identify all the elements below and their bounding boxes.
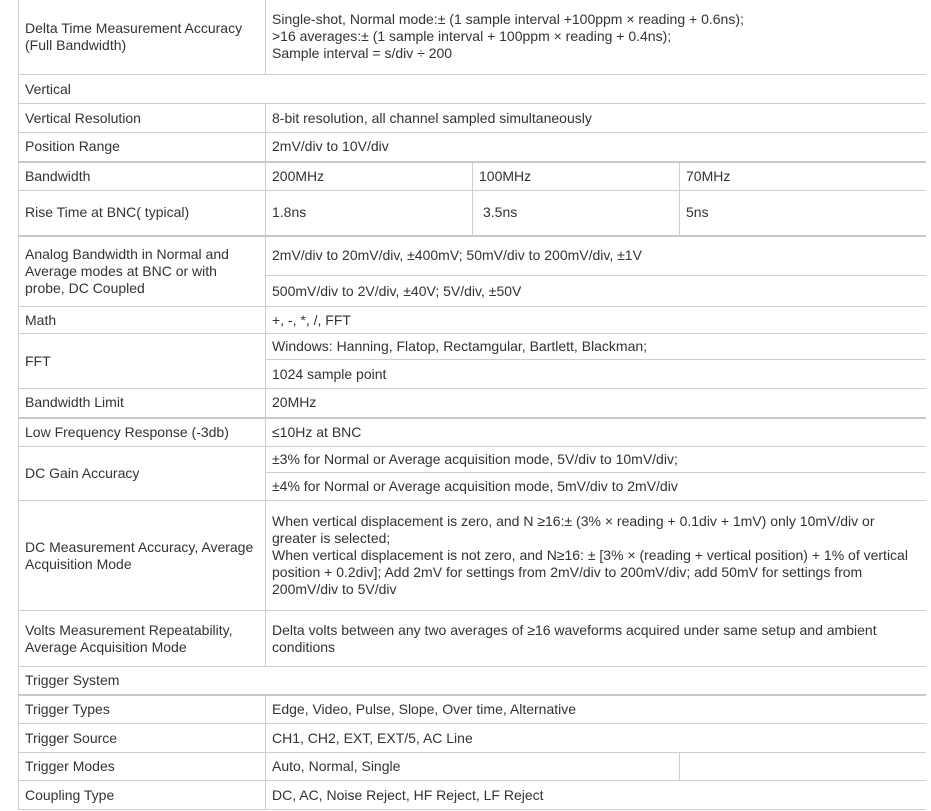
table-row bbox=[19, 753, 927, 781]
table-row bbox=[19, 334, 927, 360]
spec-value: ≤10Hz at BNC bbox=[266, 418, 927, 447]
spec-value: 2mV/div to 20mV/div, ±400mV; 50mV/div to 200mV/div, ±1V bbox=[266, 236, 927, 276]
spec-value-line: >16 averages:± (1 sample interval + 100ppm × reading + 0.4ns); bbox=[272, 28, 672, 44]
section-row bbox=[19, 667, 927, 695]
table-row bbox=[19, 162, 927, 191]
spec-label: Vertical Resolution bbox=[19, 104, 266, 133]
table-row bbox=[19, 447, 927, 473]
spec-value: 20MHz bbox=[266, 389, 927, 418]
spec-label: Low Frequency Response (-3db) bbox=[19, 418, 266, 447]
table-row bbox=[19, 501, 927, 611]
spec-value: 1024 sample point bbox=[266, 360, 927, 389]
table-row bbox=[19, 236, 927, 276]
spec-value: 2mV/div to 10V/div bbox=[266, 133, 927, 162]
table-row bbox=[19, 611, 927, 667]
spec-value: 500mV/div to 2V/div, ±40V; 5V/div, ±50V bbox=[266, 276, 927, 307]
spec-value: +, -, *, /, FFT bbox=[266, 307, 927, 334]
spec-table bbox=[18, 0, 927, 810]
spec-value: CH1, CH2, EXT, EXT/5, AC Line bbox=[266, 724, 927, 753]
spec-value: ±4% for Normal or Average acquisition mode, 5mV/div to 2mV/div bbox=[266, 473, 927, 501]
table-row bbox=[19, 104, 927, 133]
empty-cell bbox=[680, 753, 927, 781]
spec-label: DC Gain Accuracy bbox=[19, 447, 266, 501]
spec-value: 8-bit resolution, all channel sampled simultaneously bbox=[266, 104, 927, 133]
spec-label: FFT bbox=[19, 334, 266, 389]
spec-value-line: When vertical displacement is not zero, and N≥16: ± [3% × (reading + vertical position) + 1% of vertical position + 0.2div]; Add 2mV for settings from 2mV/div to 200mV/div; add 50mV for settings from 200mV/div to 5V/div bbox=[272, 547, 908, 597]
spec-label: Bandwidth bbox=[19, 162, 266, 191]
section-row bbox=[19, 75, 927, 104]
spec-label: Rise Time at BNC( typical) bbox=[19, 191, 266, 236]
spec-value: 100MHz bbox=[473, 162, 680, 191]
spec-value: Auto, Normal, Single bbox=[266, 753, 680, 781]
spec-label: DC Measurement Accuracy, Average Acquisition Mode bbox=[19, 501, 266, 611]
spec-label: Delta Time Measurement Accuracy (Full Bandwidth) bbox=[19, 0, 266, 75]
table-row bbox=[19, 191, 927, 236]
spec-label: Analog Bandwidth in Normal and Average modes at BNC or with probe, DC Coupled bbox=[19, 236, 266, 307]
spec-value: 70MHz bbox=[680, 162, 927, 191]
spec-value-line: Sample interval = s/div ÷ 200 bbox=[272, 45, 453, 61]
spec-label: Volts Measurement Repeatability, Average Acquisition Mode bbox=[19, 611, 266, 667]
section-heading: Trigger System bbox=[19, 667, 927, 695]
section-heading: Vertical bbox=[19, 75, 927, 104]
spec-label: Trigger Types bbox=[19, 695, 266, 724]
spec-label: Math bbox=[19, 307, 266, 334]
spec-value bbox=[266, 501, 927, 611]
table-row bbox=[19, 389, 927, 418]
spec-label: Trigger Source bbox=[19, 724, 266, 753]
spec-value-line: Single-shot, Normal mode:± (1 sample interval +100ppm × reading + 0.6ns); bbox=[272, 11, 744, 27]
table-row bbox=[19, 0, 927, 75]
spec-value: Windows: Hanning, Flatop, Rectamgular, Bartlett, Blackman; bbox=[266, 334, 927, 360]
spec-value-line: When vertical displacement is zero, and N ≥16:± (3% × reading + 0.1div + 1mV) only 10mV/div or greater is selected; bbox=[272, 513, 875, 546]
table-row bbox=[19, 307, 927, 334]
spec-value: 200MHz bbox=[266, 162, 473, 191]
spec-value: Edge, Video, Pulse, Slope, Over time, Alternative bbox=[266, 695, 927, 724]
spec-value: 1.8ns bbox=[266, 191, 473, 236]
spec-label: Position Range bbox=[19, 133, 266, 162]
spec-value: Delta volts between any two averages of ≥16 waveforms acquired under same setup and ambient conditions bbox=[266, 611, 927, 667]
spec-label: Bandwidth Limit bbox=[19, 389, 266, 418]
table-row bbox=[19, 133, 927, 162]
table-row bbox=[19, 695, 927, 724]
spec-value: 3.5ns bbox=[473, 191, 680, 236]
spec-value: ±3% for Normal or Average acquisition mode, 5V/div to 10mV/div; bbox=[266, 447, 927, 473]
table-row bbox=[19, 724, 927, 753]
table-row bbox=[19, 781, 927, 810]
spec-value bbox=[266, 0, 927, 75]
spec-label: Trigger Modes bbox=[19, 753, 266, 781]
page-edge bbox=[926, 0, 931, 811]
spec-label: Coupling Type bbox=[19, 781, 266, 810]
spec-value: 5ns bbox=[680, 191, 927, 236]
table-row bbox=[19, 418, 927, 447]
spec-value: DC, AC, Noise Reject, HF Reject, LF Reject bbox=[266, 781, 927, 810]
